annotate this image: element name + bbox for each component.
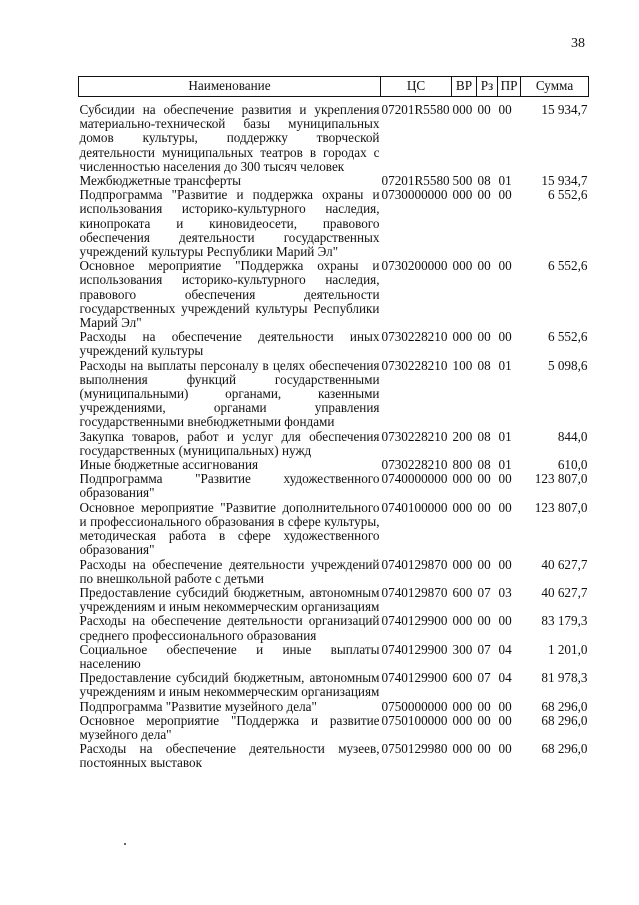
table-row (79, 103, 589, 174)
cell-name: Расходы на обеспечение деятельности музеев, постоянных выставок (79, 741, 380, 771)
cell-cs: 07201R5580 (381, 102, 450, 117)
table-row (79, 330, 589, 358)
cell-cs: 07201R5580 (381, 173, 450, 189)
table-row (79, 643, 589, 671)
cell-vr: 100 (452, 357, 473, 373)
cell-sum: 15 934,7 (541, 102, 588, 117)
cell-vr: 000 (452, 258, 473, 274)
cell-sum: 844,0 (557, 428, 588, 444)
cell-vr: 200 (452, 428, 473, 444)
cell-rz: 00 (477, 499, 491, 515)
table-row (79, 188, 589, 259)
table-row (79, 586, 589, 614)
cell-pr: 00 (498, 698, 512, 714)
cell-rz: 00 (477, 329, 491, 345)
cell-vr: 000 (452, 499, 473, 515)
cell-pr: 00 (498, 499, 512, 515)
cell-name: Социальное обеспечение и иные выплаты населению (79, 641, 380, 671)
cell-pr: 00 (498, 258, 512, 274)
cell-sum: 40 627,7 (541, 584, 588, 600)
cell-vr: 000 (452, 712, 473, 728)
header-vr: ВР (452, 77, 477, 97)
cell-vr: 000 (452, 329, 473, 345)
cell-cs: 0730228210 (381, 428, 448, 444)
cell-pr: 00 (498, 187, 512, 203)
cell-pr: 00 (498, 712, 512, 728)
cell-name: Межбюджетные трансферты (79, 173, 241, 189)
cell-vr: 000 (452, 102, 473, 117)
cell-cs: 0740129900 (381, 670, 448, 686)
cell-pr: 00 (498, 102, 512, 117)
cell-rz: 00 (477, 187, 491, 203)
header-pr: ПР (498, 77, 521, 97)
cell-rz: 07 (477, 641, 491, 657)
cell-name: Подпрограмма "Развитие и поддержка охраны и использования историко-культурного наследия, кинопроката и киновидеосети, правового обеспечения деятельности государственных учреждений культуры Республики Марий Эл" (79, 187, 380, 260)
cell-rz: 00 (477, 741, 491, 757)
cell-cs: 0730228210 (381, 457, 448, 473)
header-name: Наименование (79, 77, 381, 97)
cell-rz: 08 (477, 428, 491, 444)
cell-name: Закупка товаров, работ и услуг для обеспечения государственных (муниципальных) нужд (79, 428, 380, 458)
cell-vr: 000 (452, 187, 473, 203)
cell-name: Предоставление субсидий бюджетным, автономным учреждениям и иным некоммерческим организациям (79, 584, 380, 615)
cell-sum: 68 296,0 (541, 698, 588, 714)
budget-table (78, 76, 589, 771)
cell-name: Расходы на обеспечение деятельности учреждений по внешкольной работе с детьми (79, 556, 380, 586)
cell-name: Расходы на обеспечение деятельности иных учреждений культуры (79, 329, 380, 359)
cell-rz: 07 (477, 584, 491, 600)
cell-sum: 5 098,6 (547, 357, 588, 373)
cell-sum: 6 552,6 (547, 187, 588, 203)
header-sum: Сумма (521, 77, 589, 97)
cell-rz: 00 (477, 102, 491, 117)
cell-name: Основное мероприятие "Поддержка охраны и использования историко-культурного наследия, правового обеспечения деятельности государственных учреждений культуры Республики Марий Эл" (79, 258, 380, 331)
table-header-row (79, 77, 589, 97)
cell-pr: 01 (498, 428, 512, 444)
cell-rz: 08 (477, 173, 491, 189)
table-row (79, 174, 589, 188)
cell-sum: 123 807,0 (534, 471, 588, 487)
cell-vr: 000 (452, 741, 473, 757)
table-row (79, 501, 589, 558)
cell-cs: 0750129980 (381, 741, 448, 757)
cell-cs: 0740129900 (381, 613, 448, 629)
cell-vr: 600 (452, 584, 473, 600)
cell-sum: 40 627,7 (541, 556, 588, 572)
cell-name: Подпрограмма "Развитие художественного образования" (79, 471, 380, 501)
table-row (79, 259, 589, 330)
cell-rz: 00 (477, 258, 491, 274)
cell-pr: 01 (498, 173, 512, 189)
cell-cs: 0740129870 (381, 584, 448, 600)
cell-vr: 000 (452, 698, 473, 714)
table-row (79, 714, 589, 742)
cell-pr: 01 (498, 357, 512, 373)
cell-name: Основное мероприятие "Развитие дополнительного и профессионального образования в сфере культуры, методическая работа в сфере художественного образования" (79, 499, 380, 558)
cell-sum: 68 296,0 (541, 712, 588, 728)
table-row (79, 700, 589, 714)
cell-vr: 600 (452, 670, 473, 686)
cell-sum: 15 934,7 (541, 173, 588, 189)
header-rz: Рз (477, 77, 498, 97)
cell-pr: 00 (498, 556, 512, 572)
cell-name: Подпрограмма "Развитие музейного дела" (79, 698, 317, 714)
cell-name: Иные бюджетные ассигнования (79, 457, 259, 473)
cell-sum: 6 552,6 (547, 329, 588, 345)
cell-vr: 000 (452, 613, 473, 629)
cell-rz: 08 (477, 457, 491, 473)
cell-rz: 00 (477, 471, 491, 487)
cell-rz: 08 (477, 357, 491, 373)
cell-name: Расходы на обеспечение деятельности организаций среднего профессионального образования (79, 613, 380, 643)
table-row (79, 472, 589, 500)
cell-rz: 07 (477, 670, 491, 686)
cell-sum: 68 296,0 (541, 741, 588, 757)
cell-pr: 01 (498, 457, 512, 473)
cell-cs: 0730000000 (381, 187, 448, 203)
cell-sum: 6 552,6 (547, 258, 588, 274)
cell-cs: 0730228210 (381, 357, 448, 373)
cell-rz: 00 (477, 712, 491, 728)
cell-pr: 04 (498, 670, 512, 686)
cell-vr: 300 (452, 641, 473, 657)
cell-pr: 00 (498, 613, 512, 629)
table-row (79, 614, 589, 642)
table-row (79, 458, 589, 472)
cell-sum: 123 807,0 (534, 499, 588, 515)
cell-cs: 0730228210 (381, 329, 448, 345)
cell-sum: 610,0 (557, 457, 588, 473)
table-body (79, 97, 589, 771)
page-number: 38 (571, 36, 585, 51)
cell-vr: 800 (452, 457, 473, 473)
table-row (79, 558, 589, 586)
cell-rz: 00 (477, 698, 491, 714)
cell-sum: 83 179,3 (541, 613, 588, 629)
cell-rz: 00 (477, 556, 491, 572)
table-row (79, 430, 589, 458)
cell-pr: 00 (498, 741, 512, 757)
cell-pr: 04 (498, 641, 512, 657)
cell-pr: 03 (498, 584, 512, 600)
table-row (79, 359, 589, 430)
stray-dot (124, 843, 126, 845)
cell-cs: 0730200000 (381, 258, 448, 274)
cell-name: Субсидии на обеспечение развития и укрепления материально-технической базы муниципальных домов культуры, поддержку творческой деятельности муниципальных театров в городах с численностью населения до 300 тысяч человек (79, 102, 380, 174)
cell-cs: 0750100000 (381, 712, 448, 728)
cell-cs: 0740129900 (381, 641, 448, 657)
cell-sum: 81 978,3 (541, 670, 588, 686)
cell-name: Расходы на выплаты персоналу в целях обеспечения выполнения функций государственными (муниципальными) органами, казенными учреждениями, органами управления государственными внебюджетными фондами (79, 357, 380, 430)
cell-pr: 00 (498, 329, 512, 345)
cell-vr: 500 (452, 173, 473, 189)
cell-name: Предоставление субсидий бюджетным, автономным учреждениям и иным некоммерческим организациям (79, 670, 380, 700)
cell-sum: 1 201,0 (547, 641, 588, 657)
cell-cs: 0740100000 (381, 499, 448, 515)
table-row (79, 742, 589, 770)
cell-cs: 0750000000 (381, 698, 448, 714)
cell-cs: 0740000000 (381, 471, 448, 487)
header-cs: ЦС (381, 77, 452, 97)
table-row (79, 671, 589, 699)
cell-pr: 00 (498, 471, 512, 487)
cell-vr: 000 (452, 556, 473, 572)
cell-cs: 0740129870 (381, 556, 448, 572)
cell-rz: 00 (477, 613, 491, 629)
cell-name: Основное мероприятие "Поддержка и развитие музейного дела" (79, 712, 380, 742)
cell-vr: 000 (452, 471, 473, 487)
